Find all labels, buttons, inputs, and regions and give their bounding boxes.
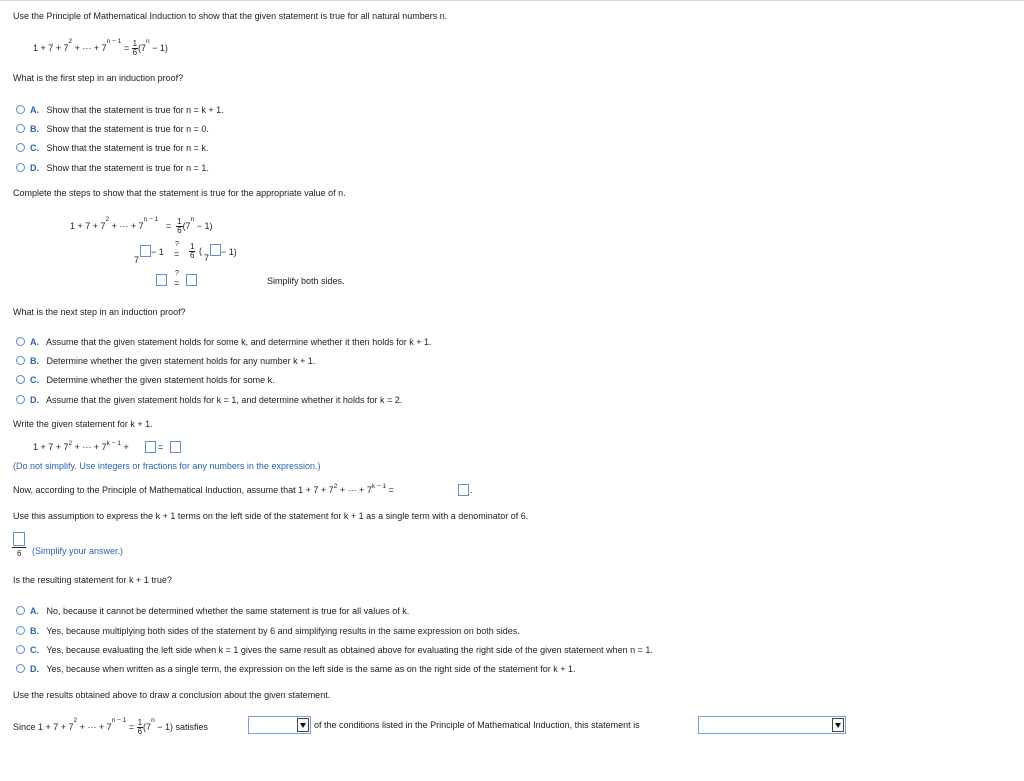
step3-left-input[interactable] (156, 274, 167, 286)
conclusion-since: Since $1 + 7 + 7^2$ + ··· + $7^{n - 1}$ = $\frac{1}{6}$ $(7^n - 1)$ satisfies (13, 717, 208, 736)
q1-prompt: What is the first step in an induction proof? (13, 73, 184, 83)
assume-text: Now, according to the Principle of Mathematical Induction, assume that $1 + 7 + 7^2$ + ··· + $7^{k - 1}$ = (13, 483, 394, 495)
intro-text: Use the Principle of Mathematical Induction to show that the given statement is true for all natural numbers n. (13, 11, 448, 21)
write-term-input[interactable] (145, 441, 156, 453)
step2-seven: 7 (134, 255, 140, 265)
q2-option-c-radio[interactable] (16, 375, 25, 384)
assume-period: . (470, 485, 473, 495)
step2-minus-one-right: − 1) (221, 247, 237, 257)
conclusion-middle-text: of the conditions listed in the Principle of Mathematical Induction, this statement is (314, 720, 640, 730)
step2-seven-right: 7 (204, 253, 210, 263)
q3-option-b-radio[interactable] (16, 626, 25, 635)
q1-option-b[interactable]: B. Show that the statement is true for n = 0. (30, 124, 209, 134)
steps-statement: $1 + 7 + 7^2$ + ··· + $7^{n - 1}$ = $\frac{1}{6}$ $(7^n - 1)$ (70, 216, 213, 235)
write-note: (Do not simplify. Use integers or fractions for any numbers in the expression.) (13, 461, 321, 471)
conclusion-prompt: Use the results obtained above to draw a conclusion about the given statement. (13, 690, 331, 700)
q3-option-d[interactable]: D. Yes, because when written as a single term, the expression on the left side is the same as on the right side of the statement for k + 1. (30, 664, 576, 674)
step3-equals: = (174, 278, 180, 288)
write-expression: $1 + 7 + 7^2$ + ··· + $7^{k - 1}$ + (33, 440, 129, 452)
q1-option-d-radio[interactable] (16, 163, 25, 172)
q3-option-c-radio[interactable] (16, 645, 25, 654)
simplify-hint: Simplify both sides. (267, 276, 345, 286)
q2-option-b-radio[interactable] (16, 356, 25, 365)
single-denominator: 6 (17, 549, 22, 558)
step2-question-mark: ? (175, 241, 179, 248)
q1-option-a-radio[interactable] (16, 105, 25, 114)
q2-option-b[interactable]: B. Determine whether the given statement holds for any number k + 1. (30, 356, 316, 366)
q3-option-a-radio[interactable] (16, 606, 25, 615)
conclusion-select-conditions[interactable] (248, 716, 311, 734)
q2-option-a-radio[interactable] (16, 337, 25, 346)
top-divider (0, 0, 1024, 1)
write-rhs-input[interactable] (170, 441, 181, 453)
step2-exp-input-left[interactable] (140, 245, 151, 257)
step3-question-mark: ? (175, 270, 179, 277)
step2-fraction: $\frac{1}{6}$ (190, 242, 195, 260)
q3-option-a[interactable]: A. No, because it cannot be determined whether the same statement is true for all values of k. (30, 606, 410, 616)
q3-option-b[interactable]: B. Yes, because multiplying both sides of the statement by 6 and simplifying results in the same expression on both sides. (30, 626, 520, 636)
single-fraction-bar (12, 547, 26, 548)
q3-option-c[interactable]: C. Yes, because evaluating the left side when k = 1 gives the same result as obtained above for evaluating the right side of the given statement when n = 1. (30, 645, 653, 655)
q1-option-a[interactable]: A. Show that the statement is true for n = k + 1. (30, 105, 224, 115)
assume-rhs-input[interactable] (458, 484, 469, 496)
q2-option-d-radio[interactable] (16, 395, 25, 404)
q2-option-a[interactable]: A. Assume that the given statement holds for some k, and determine whether it then holds for k + 1. (30, 337, 432, 347)
chevron-down-icon[interactable] (297, 718, 309, 732)
step2-minus-one: − 1 (151, 247, 164, 257)
single-numerator-input[interactable] (13, 532, 25, 546)
q3-option-d-radio[interactable] (16, 664, 25, 673)
step2-equals: = (174, 249, 180, 259)
q1-option-b-radio[interactable] (16, 124, 25, 133)
q1-option-d[interactable]: D. Show that the statement is true for n = 1. (30, 163, 209, 173)
q1-option-c-radio[interactable] (16, 143, 25, 152)
write-prompt: Write the given statement for k + 1. (13, 419, 153, 429)
q2-option-d[interactable]: D. Assume that the given statement holds for k = 1, and determine whether it holds for k = 2. (30, 395, 403, 405)
q2-option-c[interactable]: C. Determine whether the given statement holds for some k. (30, 375, 275, 385)
main-statement: $1 + 7 + 7^2$ + ··· + $7^{n - 1}$ = $\frac{1}{6}$ $(7^n - 1)$ (33, 38, 168, 57)
q2-prompt: What is the next step in an induction proof? (13, 307, 186, 317)
q3-prompt: Is the resulting statement for k + 1 true? (13, 575, 172, 585)
write-equals: = (158, 442, 164, 452)
step2-exp-input-right[interactable] (210, 244, 221, 256)
step2-paren-open: ( (199, 246, 202, 256)
step3-right-input[interactable] (186, 274, 197, 286)
conclusion-select-truth[interactable] (698, 716, 846, 734)
single-hint: (Simplify your answer.) (32, 546, 124, 556)
chevron-down-icon[interactable] (832, 718, 844, 732)
steps-prompt: Complete the steps to show that the statement is true for the appropriate value of n. (13, 188, 346, 198)
single-prompt: Use this assumption to express the k + 1 terms on the left side of the statement for k + 1 as a single term with a denominator of 6. (13, 511, 529, 521)
q1-option-c[interactable]: C. Show that the statement is true for n = k. (30, 143, 209, 153)
